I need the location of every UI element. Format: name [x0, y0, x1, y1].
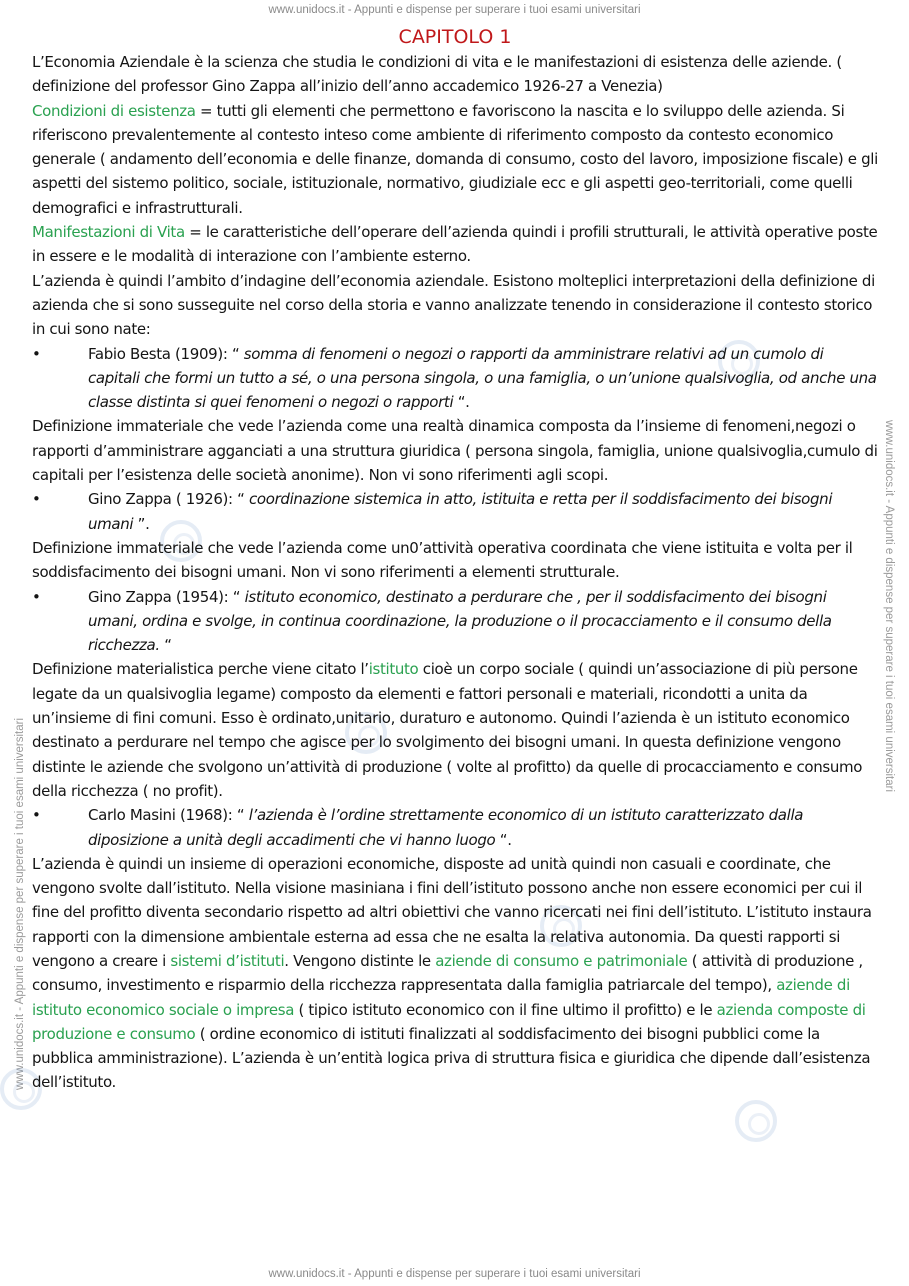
- bullet-quote-end: “: [159, 636, 172, 655]
- paragraph-text: ( ordine economico di istituti finalizzati al soddisfacimento dei bisogni pubblici come la pubblica amministrazione). L’azienda è un’entità logica priva di struttura fisica e giuridica che dipende dall’esistenza dell’istituto.: [32, 1024, 871, 1092]
- bullet-text: [88, 342, 878, 415]
- top-watermark-banner: www.unidocs.it - Appunti e dispense per superare i tuoi esami universitari: [268, 4, 641, 16]
- bullet-icon: •: [32, 344, 41, 363]
- bullet-author: Gino Zappa ( 1926): “: [88, 490, 250, 509]
- bullet-icon: •: [32, 490, 41, 509]
- paragraph-besta-comment: Definizione immateriale che vede l’azienda come una realtà dinamica composta da l’insieme di fenomeni,negozi o rapporti d’amministrare agganciati a una struttura giuridica ( persona singola, famiglia, unione qualsivoglia,cumulo di capitali per l’esistenza delle società anonime). Non vi sono riferimenti agli scopi.: [32, 417, 878, 485]
- watermark-logo-icon: [735, 1100, 777, 1142]
- bullet-besta: [32, 342, 878, 415]
- bullet-quote: l’azienda è l’ordine strettamente economico di un istituto caratterizzato dalla diposizione a unità degli accadimenti che vi hanno luogo: [88, 806, 804, 849]
- bullet-author: Carlo Masini (1968): “: [88, 806, 249, 825]
- bottom-watermark-banner: www.unidocs.it - Appunti e dispense per superare i tuoi esami universitari: [268, 1268, 641, 1280]
- bullet-quote: istituto economico, destinato a perdurare che , per il soddisfacimento dei bisogni umani, ordina e svolge, in continua coordinazione, la produzione o il procacciamento e il consumo della ricchezza.: [88, 587, 832, 655]
- paragraph-text: = le caratteristiche dell’operare dell’azienda quindi i profili strutturali, le attività operative poste in essere e le modalità di interazione con l’ambiente esterno.: [32, 223, 878, 266]
- paragraph-text: Definizione materialistica perche viene citato l’: [32, 660, 369, 679]
- paragraph-definition: L’Economia Aziendale è la scienza che studia le condizioni di vita e le manifestazioni di esistenza delle aziende. ( definizione del professor Gino Zappa all’inizio dell’anno accademico 1926-27 a Venezia): [32, 53, 842, 96]
- paragraph-zappa-1954-comment: [32, 657, 878, 803]
- document-body: [32, 24, 878, 1095]
- bullet-quote: coordinazione sistemica in atto, istituita e retta per il soddisfacimento dei bisogni umani: [88, 490, 833, 533]
- term-condizioni-di-esistenza: Condizioni di esistenza: [32, 101, 196, 120]
- bullet-text: [88, 803, 878, 852]
- paragraph-text: = tutti gli elementi che permettono e favoriscono la nascita e lo sviluppo delle azienda. Si riferiscono prevalentemente al contesto inteso come ambiente di riferimento composto da contesto economico generale ( andamento dell’economia e delle finanze, domanda di consumo, costo del lavoro, imposizione fiscale) e gli aspetti del sistemo politico, sociale, istituzionale, normativo, giudiziale ecc e gli aspetti geo-territoriali, come quelli demografici e infrastrutturali.: [32, 101, 878, 217]
- paragraph-masini-comment: [32, 852, 878, 1095]
- bullet-quote-end: ”.: [133, 514, 150, 533]
- paragraph-zappa-1926-comment: Definizione immateriale che vede l’azienda come un0’attività operativa coordinata che viene istituita e volta per il soddisfacimento dei bisogni umani. Non vi sono riferimenti a elementi strutturale.: [32, 538, 853, 582]
- bullet-text: [88, 487, 878, 536]
- paragraph-condizioni: [32, 99, 878, 220]
- paragraph-text: ( attività di produzione , consumo, investimento e risparmio della ricchezza rappresentata dalla famiglia patriarcale del tempo),: [32, 951, 863, 995]
- paragraph-ambito: L’azienda è quindi l’ambito d’indagine dell’economia aziendale. Esistono molteplici interpretazioni della definizione di azienda che si sono susseguite nel corso della storia e vanno analizzate tenendo in considerazione il contesto storico in cui sono nate:: [32, 271, 875, 339]
- bullet-masini: [32, 803, 878, 852]
- bullet-quote: somma di fenomeni o negozi o rapporti da amministrare relativi ad un cumolo di capitali che formi un tutto a sé, o una persona singola, o una famiglia, o un’unione qualsivoglia, od anche una classe distinta si quei fenomeni o negozi o rapporti: [88, 344, 877, 412]
- chapter-title: CAPITOLO 1: [398, 26, 512, 48]
- term-aziende-impresa: aziende di istituto economico sociale o impresa: [32, 976, 850, 1019]
- paragraph-text: . Vengono distinte le: [284, 951, 436, 970]
- bullet-zappa-1926: [32, 487, 878, 536]
- bullet-quote-end: “.: [495, 830, 512, 849]
- term-aziende-composte: azienda composte di produzione e consumo: [32, 1000, 866, 1043]
- bullet-icon: •: [32, 587, 41, 606]
- right-watermark-banner: www.unidocs.it - Appunti e dispense per superare i tuoi esami universitari: [883, 420, 895, 793]
- term-aziende-consumo: aziende di consumo e patrimoniale: [435, 951, 688, 970]
- bullet-author: Gino Zappa (1954): “: [88, 587, 245, 606]
- paragraph-text: cioè un corpo sociale ( quindi un’associazione di più persone legate da un qualsivoglia legame) composto da elementi e fattori personali e materiali, ricondotti a unita da un’insieme di fini comuni. Esso è ordinato,unitario, duraturo e autonomo. Quindi l’azienda è un istituto economico destinato a perdurare nel tempo che agisce per lo svolgimento dei bisogni umani. In questa definizione vengono distinte le aziende che svolgono un’attività di produzione ( volte al profitto) da quelle di procacciamento e consumo della ricchezza ( no profit).: [32, 660, 863, 800]
- bullet-icon: •: [32, 806, 41, 825]
- paragraph-text: ( tipico istituto economico con il fine ultimo il profitto) e le: [294, 1000, 717, 1019]
- bullet-quote-end: “.: [453, 393, 470, 412]
- term-istituto: istituto: [368, 660, 419, 679]
- bullet-text: [88, 585, 878, 658]
- left-watermark-banner: www.unidocs.it - Appunti e dispense per superare i tuoi esami universitari: [14, 717, 26, 1090]
- bullet-author: Fabio Besta (1909): “: [88, 344, 244, 363]
- term-manifestazioni-di-vita: Manifestazioni di Vita: [32, 223, 185, 242]
- paragraph-manifestazioni: [32, 220, 878, 269]
- bullet-zappa-1954: [32, 585, 878, 658]
- paragraph-text: L’azienda è quindi un insieme di operazioni economiche, disposte ad unità quindi non casuali e coordinate, che vengono svolte dall’istituto. Nella visione masiniana i fini dell’istituto possono anche non essere economici per cui il fine del profitto diventa secondario rispetto ad altri obiettivi che vanno ricercati nei fini dell’istituto. L’istituto instaura rapporti con la dimensione ambientale esterna ad essa che ne esalta la relativa autonomia. Da questi rapporti si vengono a creare i: [32, 854, 872, 970]
- term-sistemi-istituti: sistemi d’istituti: [170, 951, 285, 970]
